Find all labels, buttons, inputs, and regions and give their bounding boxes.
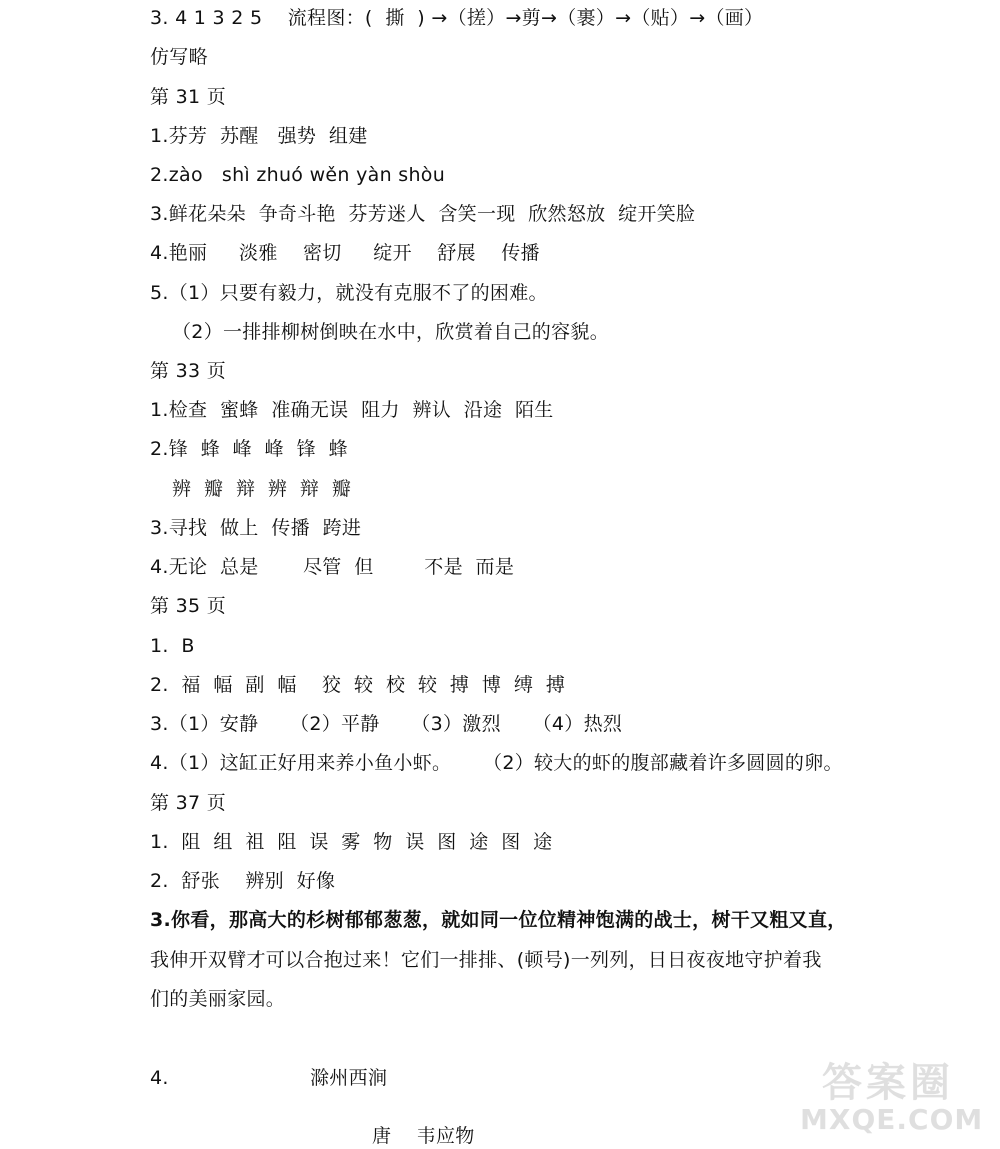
answer-line-37-3a: 3.你看，那高大的杉树郁郁葱葱，就如同一位位精神饱满的战士，树干又粗又直， — [150, 909, 847, 931]
answer-line-imitation: 仿写略 — [150, 46, 208, 68]
answer-line-37-4: 4. — [150, 1067, 169, 1089]
answer-line-37-2: 2. 舒张 辨别 好像 — [150, 870, 336, 892]
answer-line-35-3: 3.（1）安静 （2）平静 （3）激烈 （4）热烈 — [150, 713, 623, 735]
page-heading-37: 第 37 页 — [150, 792, 227, 814]
page-heading-35: 第 35 页 — [150, 595, 227, 617]
watermark-url: MXQE.COM — [800, 1103, 984, 1136]
answer-line-33-4: 4.无论 总是 尽管 但 不是 而是 — [150, 556, 515, 578]
page-heading-31: 第 31 页 — [150, 86, 227, 108]
answer-line-37-3c: 们的美丽家园。 — [150, 988, 286, 1010]
answer-line-35-4: 4.（1）这缸正好用来养小鱼小虾。 （2）较大的虾的腹部藏着许多圆圆的卵。 — [150, 752, 843, 774]
answer-line-33-2b: 辨 瓣 辩 辨 辩 瓣 — [172, 478, 352, 500]
answer-line-33-1: 1.检查 蜜蜂 准确无误 阻力 辨认 沿途 陌生 — [150, 399, 554, 421]
poem-title: 滁州西涧 — [310, 1067, 388, 1089]
answer-line-37-3b: 我伸开双臂才可以合抱过来！它们一排排、(顿号)一列列，日日夜夜地守护着我 — [150, 949, 822, 971]
answer-line-31-2: 2.zào shì zhuó wěn yàn shòu — [150, 164, 446, 186]
answer-line-35-2: 2. 福 幅 副 幅 狡 较 校 较 搏 博 缚 搏 — [150, 674, 566, 696]
answer-line-33-2a: 2.锋 蜂 峰 峰 锋 蜂 — [150, 438, 348, 460]
answer-line-31-5-2: （2）一排排柳树倒映在水中，欣赏着自己的容貌。 — [172, 321, 609, 343]
answer-line-33-3: 3.寻找 做上 传播 跨进 — [150, 517, 362, 539]
answer-line-31-4: 4.艳丽 淡雅 密切 绽开 舒展 传播 — [150, 242, 540, 264]
answer-line-35-1: 1. B — [150, 635, 195, 657]
poem-author: 唐 韦应物 — [372, 1125, 475, 1147]
page-heading-33: 第 33 页 — [150, 360, 227, 382]
answer-line-31-1: 1.芬芳 苏醒 强势 组建 — [150, 125, 368, 147]
answer-line-31-5-1: 5.（1）只要有毅力，就没有克服不了的困难。 — [150, 282, 548, 304]
answer-line-31-3: 3.鲜花朵朵 争奇斗艳 芬芳迷人 含笑一现 欣然怒放 绽开笑脸 — [150, 203, 696, 225]
site-watermark — [792, 1051, 982, 1141]
answer-line-37-1: 1. 阻 组 祖 阻 误 雾 物 误 图 途 图 途 — [150, 831, 553, 853]
answer-line-flowchart: 3. 4 1 3 2 5 流程图：( 撕 ) →（搓）→剪→（裹）→（贴）→（画） — [150, 7, 764, 29]
watermark-logo-text: 答案圈 — [822, 1059, 954, 1106]
